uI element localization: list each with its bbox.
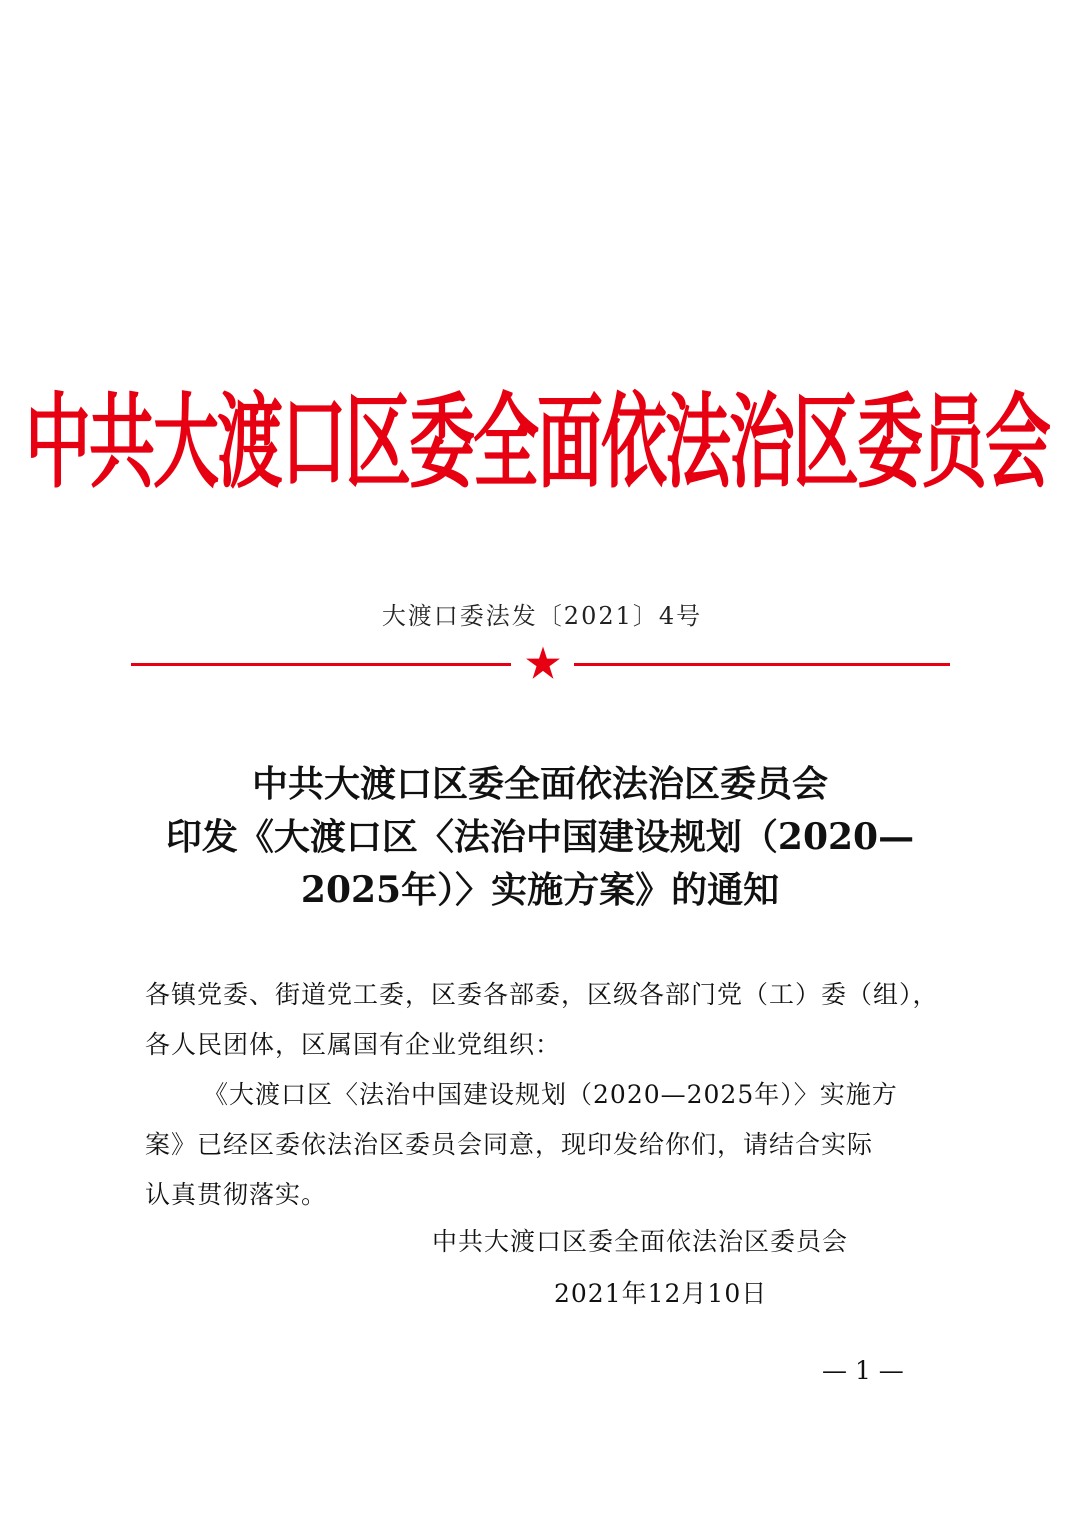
paragraph-line-1: 《大渡口区〈法治中国建设规划（2020—2025年）〉实施方 xyxy=(203,1080,898,1109)
masthead: 中共大渡口区委全面依法治区委员会 xyxy=(25,382,1049,503)
document-title xyxy=(120,758,960,917)
page-number: — 1 — xyxy=(822,1356,904,1385)
red-rule-left xyxy=(131,663,511,666)
red-rule-right xyxy=(574,663,950,666)
title-line-1: 中共大渡口区委全面依法治区委员会 xyxy=(251,763,828,805)
signature: 中共大渡口区委全面依法治区委员会 xyxy=(432,1227,849,1256)
paragraph-line-2: 案》已经区委依法治区委员会同意，现印发给你们，请结合实际 xyxy=(145,1130,874,1159)
body-text xyxy=(145,970,945,1220)
title-line-2: 印发《大渡口区〈法治中国建设规划（2020— xyxy=(165,816,915,858)
recipients-line-2: 各人民团体，区属国有企业党组织： xyxy=(145,1030,562,1059)
paragraph-line-3: 认真贯彻落实。 xyxy=(145,1180,328,1209)
document-number: 大渡口委法发〔2021〕4号 xyxy=(381,602,703,630)
red-star-icon xyxy=(525,645,561,681)
issue-date: 2021年12月10日 xyxy=(554,1279,768,1308)
title-line-3: 2025年）〉实施方案》的通知 xyxy=(300,869,780,911)
recipients-line-1: 各镇党委、街道党工委，区委各部委，区级各部门党（工）委（组）， xyxy=(145,980,939,1009)
